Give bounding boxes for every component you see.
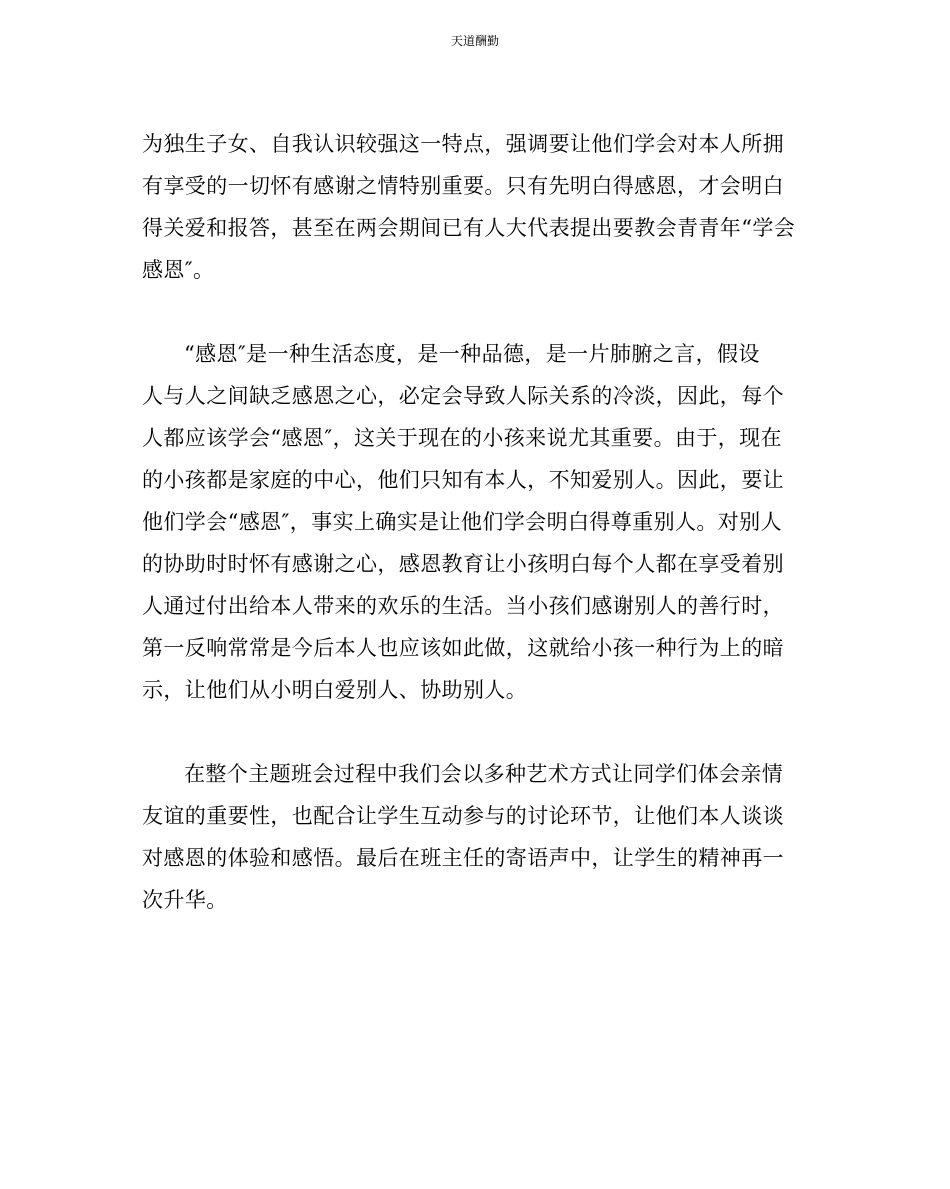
- paragraph-line: 得关爱和报答，甚至在两会期间已有人大代表提出要教会青青年“学会: [142, 216, 796, 240]
- paragraph-line: 在整个主题班会过程中我们会以多种艺术方式让同学们体会亲情: [184, 762, 784, 786]
- paragraph-line: 第一反响常常是今后本人也应该如此做，这就给小孩一种行为上的暗: [142, 636, 784, 660]
- paragraph-line: 他们学会“感恩″，事实上确实是让他们学会明白得尊重别人。对别人: [142, 510, 782, 534]
- paragraph-line: 为独生子女、自我认识较强这一特点，强调要让他们学会对本人所拥: [142, 132, 784, 156]
- paragraph-line: 的小孩都是家庭的中心，他们只知有本人，不知爱别人。因此，要让: [142, 468, 784, 492]
- paragraph-line: 人与人之间缺乏感恩之心，必定会导致人际关系的冷淡，因此，每个: [142, 384, 784, 408]
- paragraph-spacer: [142, 711, 808, 753]
- paragraph-spacer: [142, 291, 808, 333]
- paragraph-line: “感恩″是一种生活态度，是一种品德，是一片肺腑之言，假设: [184, 342, 760, 366]
- paragraph-line: 有享受的一切怀有感谢之情特别重要。只有先明白得感恩，才会明白: [142, 174, 784, 198]
- paragraph-1: [142, 123, 808, 291]
- document-body: [142, 123, 808, 921]
- paragraph-line: 次升华。: [142, 888, 228, 912]
- paragraph-line: 对感恩的体验和感悟。最后在班主任的寄语声中，让学生的精神再一: [142, 846, 784, 870]
- paragraph-line: 人通过付出给本人带来的欢乐的生活。当小孩们感谢别人的善行时，: [142, 594, 784, 618]
- paragraph-line: 的协助时时怀有感谢之心，感恩教育让小孩明白每个人都在享受着别: [142, 552, 784, 576]
- paragraph-line: 友谊的重要性，也配合让学生互动参与的讨论环节，让他们本人谈谈: [142, 804, 784, 828]
- paragraph-2: [142, 333, 808, 711]
- page-header: 天道酬勤: [450, 34, 499, 48]
- paragraph-line: 示，让他们从小明白爱别人、协助别人。: [142, 678, 528, 702]
- paragraph-3: [142, 753, 808, 921]
- paragraph-line: 人都应该学会“感恩″，这关于现在的小孩来说尤其重要。由于，现在: [142, 426, 782, 450]
- paragraph-line: 感恩″。: [142, 258, 215, 282]
